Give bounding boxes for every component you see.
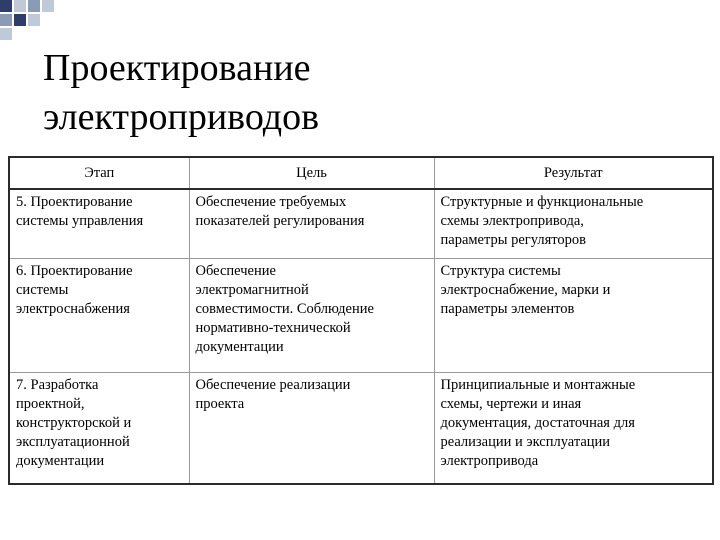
cell-line: 5. Проектирование (16, 194, 133, 210)
table-header-row (9, 157, 713, 189)
table-row (9, 372, 713, 484)
cell-line: параметры элементов (440, 300, 575, 317)
title-line: электроприводов (43, 96, 320, 138)
cell-line: параметры регуляторов (440, 232, 587, 248)
cell-line: документации (195, 338, 284, 355)
header-stage: Этап (9, 157, 189, 189)
result-cell (434, 189, 713, 258)
header-result: Результат (434, 157, 713, 189)
cell-line: электромагнитной (195, 281, 309, 298)
cell-line: Структурные и функциональные (440, 194, 644, 210)
stage-cell (9, 189, 189, 258)
cell-line: электроснабжения (16, 300, 130, 317)
header-goal: Цель (189, 157, 434, 189)
slide-title (43, 44, 319, 142)
cell-line: конструкторской и (16, 414, 132, 431)
stage-cell (9, 372, 189, 484)
cell-line: реализации и эксплуатации (440, 433, 611, 450)
result-cell (434, 372, 713, 484)
cell-line: нормативно-технической (195, 319, 351, 336)
cell-line: схемы, чертежи и иная (440, 395, 582, 412)
cell-line: Обеспечение требуемых (195, 194, 347, 210)
cell-line: системы (16, 281, 69, 298)
cell-line: Обеспечение (195, 262, 276, 279)
stage-cell (9, 258, 189, 372)
title-line: Проектирование (43, 47, 311, 89)
table-row (9, 258, 713, 372)
cell-line: проекта (195, 395, 245, 412)
deco-square-mid (0, 14, 12, 26)
cell-line: эксплуатационной (16, 433, 130, 450)
deco-square-light (42, 0, 54, 12)
cell-line: Структура системы (440, 262, 561, 279)
cell-line: электроснабжение, марки и (440, 281, 611, 298)
table-row (9, 189, 713, 258)
deco-square-dark (0, 0, 12, 12)
cell-line: документация, достаточная для (440, 414, 635, 431)
deco-square-light (14, 0, 26, 12)
deco-square-light (28, 14, 40, 26)
result-cell (434, 258, 713, 372)
deco-square-light (0, 28, 12, 40)
cell-line: системы управления (16, 213, 144, 229)
cell-line: совместимости. Соблюдение (195, 300, 374, 317)
goal-cell (189, 258, 434, 372)
cell-line: схемы электропривода, (440, 213, 584, 229)
cell-line: Обеспечение реализации (195, 376, 351, 393)
cell-line: 6. Проектирование (16, 262, 133, 279)
cell-line: 7. Разработка (16, 376, 99, 393)
deco-square-mid (28, 0, 40, 12)
corner-decoration (0, 0, 60, 40)
cell-line: Принципиальные и монтажные (440, 376, 636, 393)
goal-cell (189, 372, 434, 484)
goal-cell (189, 189, 434, 258)
cell-line: проектной, (16, 395, 85, 412)
cell-line: электропривода (440, 452, 539, 469)
cell-line: показателей регулирования (195, 213, 365, 229)
deco-square-dark (14, 14, 26, 26)
cell-line: документации (16, 452, 105, 469)
stages-table (8, 156, 714, 485)
